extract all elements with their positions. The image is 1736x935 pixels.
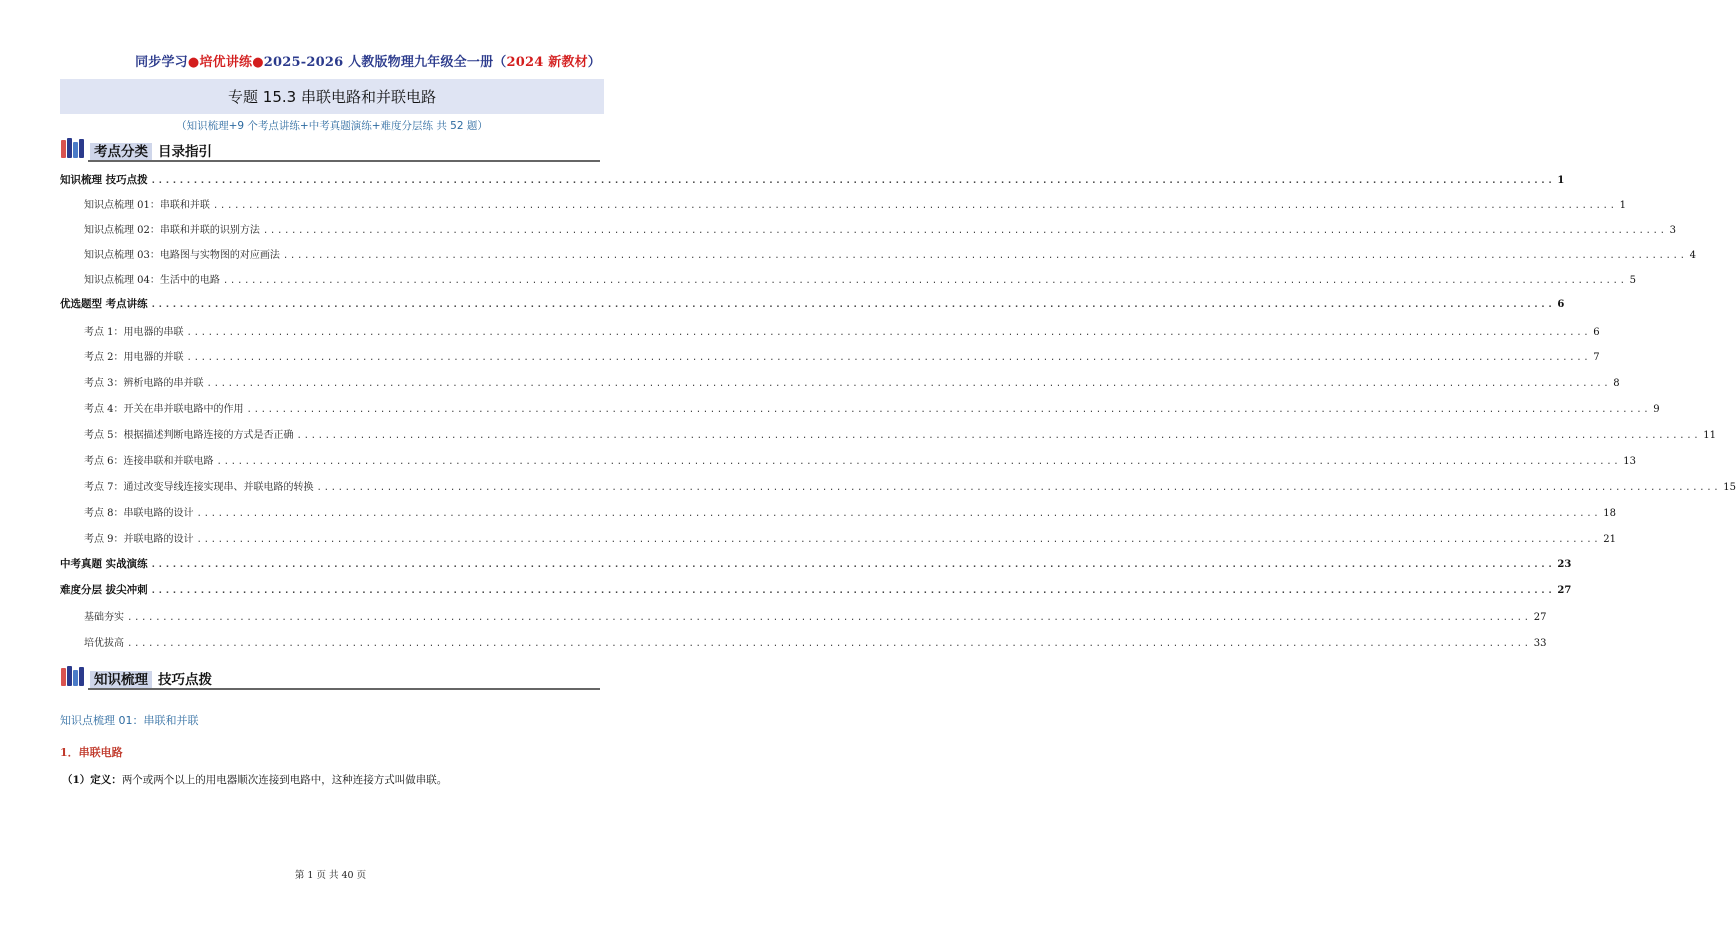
- toc-entry-title: 基础夯实: [84, 612, 124, 623]
- toc-entry[interactable]: [60, 426, 1716, 442]
- knowledge-banner: [60, 666, 600, 690]
- toc-entry[interactable]: [60, 634, 1547, 650]
- toc-entry-title: 知识点梳理 04：生活中的电路: [84, 275, 220, 286]
- toc-entry-title: 知识梳理 技巧点拨: [60, 174, 148, 186]
- toc-leader-dots: ........................................................................................................................................................................................................: [196, 535, 1601, 545]
- toc-entry-title: 考点 4：开关在串并联电路中的作用: [84, 404, 244, 415]
- toc-entry-title: 考点 9：并联电路的设计: [84, 534, 194, 545]
- toc-leader-dots: ........................................................................................................................................................................................................: [186, 328, 1591, 338]
- bullet-dot-icon: ●: [187, 55, 200, 70]
- header-part3: 2025-2026 人教版物理九年级全一册（: [263, 55, 507, 70]
- toc-page-number: 27: [1533, 612, 1547, 623]
- toc-entry[interactable]: [60, 374, 1620, 390]
- toc-leader-dots: ........................................................................................................................................................................................................: [150, 560, 1555, 570]
- toc-page-number: 11: [1703, 430, 1716, 441]
- toc-entry[interactable]: [60, 323, 1600, 339]
- header-part2: 培优讲练: [199, 55, 253, 70]
- series-header: [135, 51, 601, 70]
- toc-page-number: 6: [1557, 299, 1565, 310]
- toc-entry-title: 考点 5：根据描述判断电路连接的方式是否正确: [84, 430, 294, 441]
- toc-entry[interactable]: [60, 172, 1565, 188]
- toc-entry-title: 考点 7：通过改变导线连接实现串、并联电路的转换: [84, 482, 314, 493]
- toc-page-number: 5: [1629, 275, 1636, 286]
- toc-entry-title: 培优拔高: [84, 638, 124, 649]
- toc-leader-dots: ........................................................................................................................................................................................................: [222, 276, 1627, 286]
- toc-leader-dots: ........................................................................................................................................................................................................: [282, 251, 1687, 261]
- definition-label: （1）定义：: [62, 774, 122, 786]
- toc-leader-dots: ........................................................................................................................................................................................................: [296, 431, 1701, 441]
- toc-page-number: 3: [1669, 225, 1676, 236]
- banner-rule: [88, 688, 600, 690]
- toc-page-number: 1: [1619, 200, 1626, 211]
- header-part4: 2024 新教材: [506, 55, 588, 70]
- books-icon: [60, 138, 86, 160]
- toc-leader-dots: ........................................................................................................................................................................................................: [127, 639, 1531, 649]
- section-sub-heading: 1．串联电路: [60, 746, 123, 759]
- toc-entry[interactable]: [60, 504, 1616, 520]
- toc-leader-dots: ........................................................................................................................................................................................................: [127, 613, 1531, 623]
- definition-paragraph: [62, 772, 602, 787]
- toc-entry[interactable]: [60, 556, 1572, 572]
- toc-leader-dots: ........................................................................................................................................................................................................: [196, 509, 1601, 519]
- toc-leader-dots: ........................................................................................................................................................................................................: [150, 300, 1555, 310]
- page-title: 专题 15.3 串联电路和并联电路: [228, 88, 436, 106]
- toc-entry-title: 考点 1：用电器的串联: [84, 327, 184, 338]
- toc-entry[interactable]: [60, 608, 1547, 624]
- toc-entry[interactable]: [60, 530, 1616, 546]
- toc-leader-dots: ........................................................................................................................................................................................................: [216, 457, 1621, 467]
- toc-leader-dots: ........................................................................................................................................................................................................: [246, 405, 1651, 415]
- toc-banner: [60, 138, 600, 162]
- toc-page-number: 23: [1557, 559, 1572, 570]
- toc-leader-dots: ........................................................................................................................................................................................................: [262, 226, 1667, 236]
- toc-page-number: 15: [1723, 482, 1736, 493]
- banner-rule: [88, 160, 600, 162]
- page-footer: 第 1 页 共 40 页: [294, 870, 367, 881]
- toc-page-number: 27: [1557, 585, 1572, 596]
- header-part5: ）: [587, 55, 601, 70]
- page-subtitle: （知识梳理+9 个考点讲练+中考真题演练+难度分层练 共 52 题）: [176, 120, 488, 132]
- books-icon: [60, 666, 86, 688]
- toc-page-number: 33: [1533, 638, 1547, 649]
- toc-entry-title: 考点 3：辨析电路的串并联: [84, 378, 204, 389]
- toc-entry-title: 考点 2：用电器的并联: [84, 352, 184, 363]
- toc-leader-dots: ........................................................................................................................................................................................................: [316, 483, 1721, 493]
- toc-leader-dots: ........................................................................................................................................................................................................: [212, 201, 1617, 211]
- toc-entry[interactable]: [60, 246, 1696, 262]
- toc-entry-title: 知识点梳理 02：串联和并联的识别方法: [84, 225, 260, 236]
- toc-entry[interactable]: [60, 221, 1676, 237]
- toc-entry-title: 知识点梳理 01：串联和并联: [84, 200, 210, 211]
- toc-page-number: 9: [1653, 404, 1660, 415]
- toc-leader-dots: ........................................................................................................................................................................................................: [186, 353, 1591, 363]
- toc-leader-dots: ........................................................................................................................................................................................................: [150, 586, 1555, 596]
- knowledge-banner-highlight: 知识梳理: [90, 671, 152, 689]
- toc-entry[interactable]: [60, 400, 1660, 416]
- toc-page-number: 4: [1689, 250, 1696, 261]
- toc-entry[interactable]: [60, 348, 1600, 364]
- toc-page-number: 7: [1593, 352, 1600, 363]
- toc-leader-dots: ........................................................................................................................................................................................................: [150, 176, 1555, 186]
- toc-entry-title: 考点 8：串联电路的设计: [84, 508, 194, 519]
- toc-entry-title: 考点 6：连接串联和并联电路: [84, 456, 214, 467]
- toc-page-number: 1: [1557, 175, 1565, 186]
- definition-text: 两个或两个以上的用电器顺次连接到电路中，这种连接方式叫做串联。: [121, 774, 448, 786]
- knowledge-banner-label: 知识梳理 技巧点拨: [90, 668, 212, 688]
- toc-page-number: 8: [1613, 378, 1620, 389]
- toc-entry[interactable]: [60, 478, 1736, 494]
- header-part1: 同步学习: [135, 55, 188, 70]
- toc-entry[interactable]: [60, 196, 1626, 212]
- toc-entry-title: 难度分层 拔尖冲刺: [60, 584, 148, 596]
- toc-entry[interactable]: [60, 452, 1636, 468]
- toc-entry[interactable]: [60, 582, 1572, 598]
- toc-page-number: 18: [1603, 508, 1616, 519]
- knowledge-point-title: 知识点梳理 01：串联和并联: [60, 714, 199, 727]
- toc-page-number: 6: [1593, 327, 1600, 338]
- toc-leader-dots: ........................................................................................................................................................................................................: [206, 379, 1611, 389]
- page-title-band: [60, 79, 604, 114]
- toc-entry[interactable]: [60, 296, 1565, 312]
- bullet-dot-icon: ●: [252, 55, 264, 70]
- toc-page-number: 13: [1623, 456, 1636, 467]
- toc-entry-title: 知识点梳理 03：电路图与实物图的对应画法: [84, 250, 280, 261]
- toc-entry-title: 优选题型 考点讲练: [60, 298, 148, 310]
- toc-banner-label: 考点分类 目录指引: [90, 140, 212, 160]
- toc-banner-highlight: 考点分类: [90, 143, 152, 161]
- toc-entry-title: 中考真题 实战演练: [60, 558, 148, 570]
- toc-page-number: 21: [1603, 534, 1616, 545]
- toc-entry[interactable]: [60, 271, 1636, 287]
